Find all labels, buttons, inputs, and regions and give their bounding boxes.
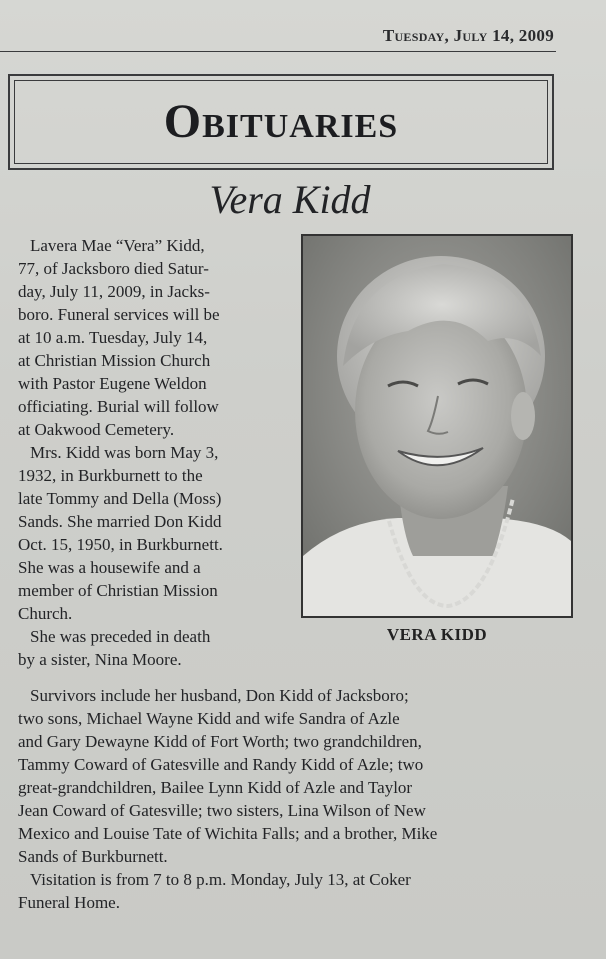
- text-line: Jean Coward of Gatesville; two sisters, Lina Wilson of New: [18, 801, 426, 820]
- text-line: Mexico and Louise Tate of Wichita Falls; and a brother, Mike: [18, 824, 438, 843]
- text-line: Lavera Mae “Vera” Kidd,: [30, 236, 205, 255]
- text-line: with Pastor Eugene Weldon: [18, 374, 207, 393]
- text-line: Tammy Coward of Gatesville and Randy Kidd of Azle; two: [18, 755, 424, 774]
- text-line: at Christian Mission Church: [18, 351, 211, 370]
- masthead-inner-border: [14, 80, 548, 164]
- portrait-photo: [301, 234, 573, 618]
- text-line: Sands. She married Don Kidd: [18, 512, 222, 531]
- text-line: member of Christian Mission: [18, 581, 218, 600]
- text-line: at 10 a.m. Tuesday, July 14,: [18, 328, 208, 347]
- text-line: by a sister, Nina Moore.: [18, 650, 182, 669]
- photo-caption: VERA KIDD: [386, 625, 488, 644]
- text-line: late Tommy and Della (Moss): [18, 489, 222, 508]
- text-line: great-grandchildren, Bailee Lynn Kidd of Azle and Taylor: [18, 778, 413, 797]
- text-line: Mrs. Kidd was born May 3,: [30, 443, 219, 462]
- text-line: and Gary Dewayne Kidd of Fort Worth; two grandchildren,: [18, 732, 422, 751]
- section-masthead: [8, 74, 554, 170]
- text-line: 77, of Jacksboro died Satur-: [18, 259, 209, 278]
- text-line: Visitation is from 7 to 8 p.m. Monday, July 13, at Coker: [30, 870, 411, 889]
- portrait-photo-illustration: [303, 236, 571, 616]
- text-line: Sands of Burkburnett.: [18, 847, 168, 866]
- text-line: Oct. 15, 1950, in Burkburnett.: [18, 535, 223, 554]
- obituary-narrow-column: [18, 234, 223, 671]
- text-line: She was a housewife and a: [18, 558, 201, 577]
- text-line: officiating. Burial will follow: [18, 397, 219, 416]
- text-line: She was preceded in death: [30, 627, 211, 646]
- obituary-name-heading: Vera Kidd: [209, 177, 371, 222]
- obituary-wide-column: [18, 684, 437, 914]
- text-line: Funeral Home.: [18, 893, 120, 912]
- text-line: two sons, Michael Wayne Kidd and wife Sandra of Azle: [18, 709, 400, 728]
- text-line: day, July 11, 2009, in Jacks-: [18, 282, 210, 301]
- text-line: Survivors include her husband, Don Kidd of Jacksboro;: [30, 686, 409, 705]
- header-rule: [0, 51, 556, 52]
- text-line: at Oakwood Cemetery.: [18, 420, 175, 439]
- dateline: Tuesday, July 14, 2009: [382, 26, 554, 45]
- text-line: boro. Funeral services will be: [18, 305, 220, 324]
- section-title: Obituaries: [163, 95, 399, 148]
- text-line: 1932, in Burkburnett to the: [18, 466, 203, 485]
- text-line: Church.: [18, 604, 73, 623]
